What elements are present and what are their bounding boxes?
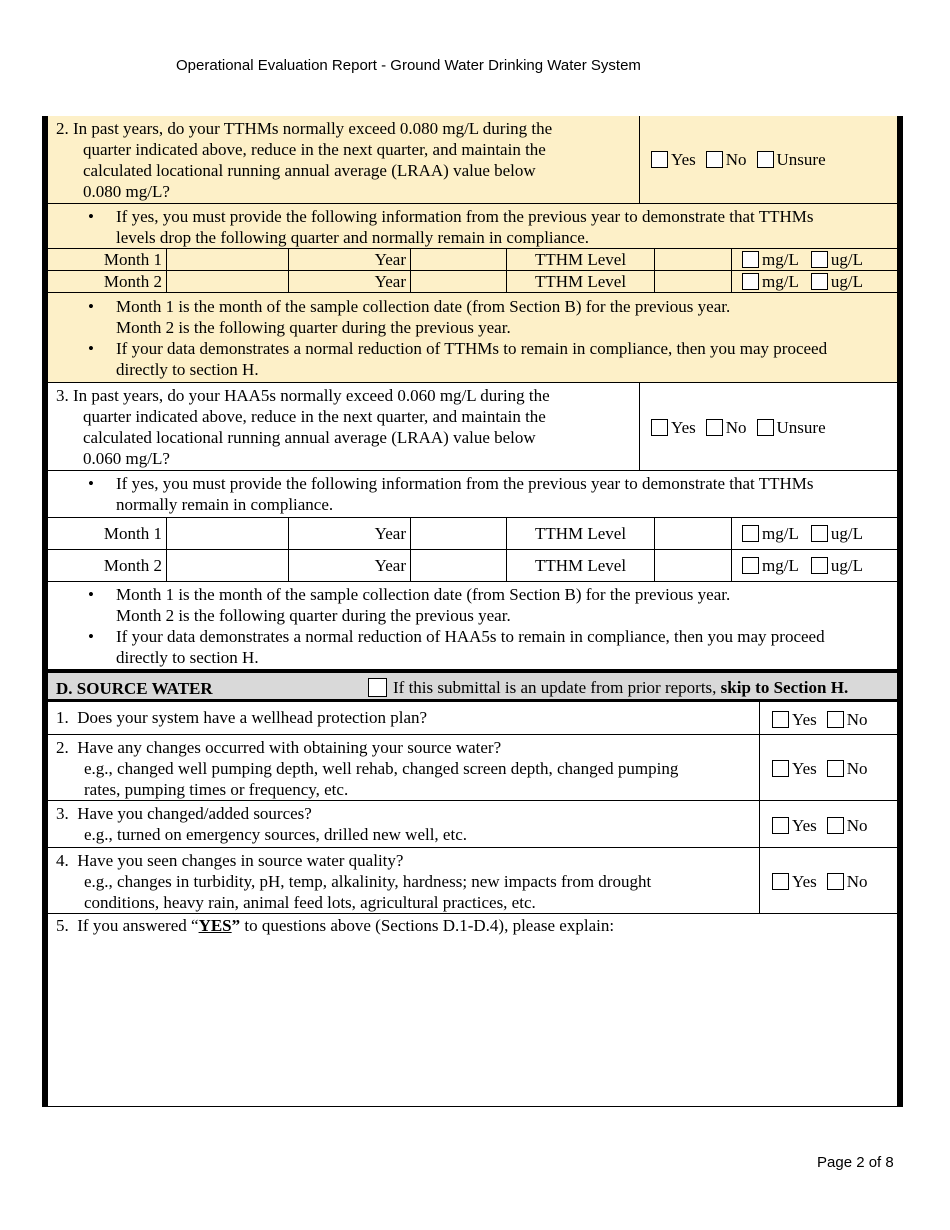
q2-year1-input[interactable] bbox=[410, 249, 506, 270]
unit-mgl: mg/L bbox=[762, 524, 799, 543]
no-label: No bbox=[846, 710, 868, 729]
q3-row2-mgl-checkbox[interactable] bbox=[742, 557, 759, 574]
q3-year-label: Year bbox=[288, 550, 410, 581]
unit-ugl: ug/L bbox=[830, 272, 863, 291]
q2-no-checkbox[interactable] bbox=[706, 151, 723, 168]
q3-month1-input[interactable] bbox=[166, 518, 288, 549]
unit-ugl: ug/L bbox=[830, 524, 863, 543]
q2-note: If your data demonstrates a normal reduction of TTHMs to remain in compliance, then you may proceed bbox=[116, 339, 828, 358]
q2-month-label: Month 2 bbox=[103, 272, 162, 291]
q3-level2-input[interactable] bbox=[654, 550, 731, 581]
q3-level1-input[interactable] bbox=[654, 518, 731, 549]
q3-no-checkbox[interactable] bbox=[706, 419, 723, 436]
q2-block bbox=[48, 116, 897, 203]
page-number: Page 2 of 8 bbox=[817, 1154, 894, 1171]
d4-question: Have you seen changes in source water quality? bbox=[77, 851, 404, 870]
q2-yes-checkbox[interactable] bbox=[651, 151, 668, 168]
q3-month-label: Month 2 bbox=[103, 556, 162, 575]
q2-options bbox=[651, 149, 836, 170]
no-label: No bbox=[846, 872, 868, 891]
q2-unsure-label: Unsure bbox=[776, 150, 826, 169]
q3-yes-label: Yes bbox=[671, 418, 696, 437]
q3-line: 0.060 mg/L? bbox=[83, 449, 170, 468]
q2-ifyes bbox=[48, 203, 897, 248]
yes-label: Yes bbox=[792, 872, 817, 891]
q3-no-label: No bbox=[725, 418, 747, 437]
q3-unsure-checkbox[interactable] bbox=[757, 419, 774, 436]
q2-notes bbox=[48, 292, 897, 382]
q2-row1-mgl-checkbox[interactable] bbox=[742, 251, 759, 268]
page-header: Operational Evaluation Report - Ground Water Drinking Water System bbox=[176, 57, 641, 74]
q3-note: Month 1 is the month of the sample collection date (from Section B) for the previous year. bbox=[116, 585, 731, 604]
yes-label: Yes bbox=[792, 710, 817, 729]
q3-note: Month 2 is the following quarter during the previous year. bbox=[116, 606, 511, 625]
d5-question: 5. If you answered “YES” to questions above (Sections D.1-D.4), please explain: bbox=[56, 916, 615, 935]
q2-line: 2. In past years, do your TTHMs normally exceed 0.080 mg/L during the bbox=[56, 119, 553, 138]
update-text: If this submittal is an update from prior reports, bbox=[393, 678, 717, 697]
q2-line: calculated locational running annual average (LRAA) value below bbox=[83, 161, 536, 180]
q3-block bbox=[48, 382, 897, 470]
q2-year-label: Year bbox=[288, 271, 410, 292]
d4-yes-checkbox[interactable] bbox=[772, 873, 789, 890]
q3-level-label: TTHM Level bbox=[506, 550, 654, 581]
unit-ugl: ug/L bbox=[830, 250, 863, 269]
d2-no-checkbox[interactable] bbox=[827, 760, 844, 777]
q2-year2-input[interactable] bbox=[410, 271, 506, 292]
q2-row2-mgl-checkbox[interactable] bbox=[742, 273, 759, 290]
d2-example: e.g., changed well pumping depth, well rehab, changed screen depth, changed pumping bbox=[84, 759, 679, 778]
d1-no-checkbox[interactable] bbox=[827, 711, 844, 728]
no-label: No bbox=[846, 816, 868, 835]
q2-row2-ugl-checkbox[interactable] bbox=[811, 273, 828, 290]
q3-line: quarter indicated above, reduce in the next quarter, and maintain the bbox=[83, 407, 546, 426]
q3-month2-input[interactable] bbox=[166, 550, 288, 581]
q2-level-label: TTHM Level bbox=[506, 249, 654, 270]
d5-num: 5. bbox=[56, 916, 69, 935]
q2-yes-label: Yes bbox=[671, 150, 696, 169]
d2-yes-checkbox[interactable] bbox=[772, 760, 789, 777]
q3-line: 3. In past years, do your HAA5s normally exceed 0.060 mg/L during the bbox=[56, 386, 550, 405]
q3-note: If your data demonstrates a normal reduction of HAA5s to remain in compliance, then you may proceed bbox=[116, 627, 825, 646]
q3-notes bbox=[48, 581, 897, 669]
unit-mgl: mg/L bbox=[762, 272, 799, 291]
q3-row1-mgl-checkbox[interactable] bbox=[742, 525, 759, 542]
q2-unsure-checkbox[interactable] bbox=[757, 151, 774, 168]
d5-post: to questions above (Sections D.1-D.4), please explain: bbox=[240, 916, 615, 935]
q2-note: Month 2 is the following quarter during the previous year. bbox=[116, 318, 511, 337]
d3-example: e.g., turned on emergency sources, drilled new well, etc. bbox=[84, 825, 467, 844]
q3-question bbox=[56, 385, 616, 469]
q2-year-label: Year bbox=[288, 249, 410, 270]
q3-month-label: Month 1 bbox=[103, 524, 162, 543]
q3-row-month1 bbox=[48, 517, 897, 549]
form-frame bbox=[42, 116, 903, 1107]
d4-example: conditions, heavy rain, animal feed lots, agricultural practices, etc. bbox=[84, 893, 536, 912]
q3-row-month2 bbox=[48, 549, 897, 581]
d1-yes-checkbox[interactable] bbox=[772, 711, 789, 728]
d5-pre: If you answered “ bbox=[77, 916, 199, 935]
d3-row bbox=[48, 800, 897, 847]
q3-options bbox=[651, 417, 836, 438]
q3-yes-checkbox[interactable] bbox=[651, 419, 668, 436]
q2-level1-input[interactable] bbox=[654, 249, 731, 270]
no-label: No bbox=[846, 759, 868, 778]
d2-num: 2. bbox=[56, 738, 69, 757]
update-skip-checkbox[interactable] bbox=[368, 678, 387, 697]
q2-level2-input[interactable] bbox=[654, 271, 731, 292]
section-d-title: D. SOURCE WATER bbox=[56, 679, 213, 698]
d1-question: Does your system have a wellhead protection plan? bbox=[77, 708, 428, 727]
q2-note: directly to section H. bbox=[116, 360, 259, 379]
q2-question bbox=[56, 118, 616, 202]
q3-year-label: Year bbox=[288, 518, 410, 549]
q2-month-label: Month 1 bbox=[103, 250, 162, 269]
q3-ifyes-line: normally remain in compliance. bbox=[116, 495, 334, 514]
q2-row-month1 bbox=[48, 248, 897, 270]
q2-month1-input[interactable] bbox=[166, 249, 288, 270]
q3-line: calculated locational running annual average (LRAA) value below bbox=[83, 428, 536, 447]
q3-ifyes-line: If yes, you must provide the following information from the previous year to demonstrate that TTHMs bbox=[116, 474, 814, 493]
q3-note: directly to section H. bbox=[116, 648, 259, 667]
q2-level-label: TTHM Level bbox=[506, 271, 654, 292]
q3-row1-ugl-checkbox[interactable] bbox=[811, 525, 828, 542]
q2-no-label: No bbox=[725, 150, 747, 169]
d5-explain[interactable] bbox=[48, 913, 897, 1107]
d3-no-checkbox[interactable] bbox=[827, 817, 844, 834]
d2-row bbox=[48, 734, 897, 800]
d4-num: 4. bbox=[56, 851, 69, 870]
d1-row bbox=[48, 702, 897, 734]
q2-line: quarter indicated above, reduce in the next quarter, and maintain the bbox=[83, 140, 546, 159]
q3-year1-input[interactable] bbox=[410, 518, 506, 549]
unit-mgl: mg/L bbox=[762, 250, 799, 269]
q2-note: Month 1 is the month of the sample collection date (from Section B) for the previous year. bbox=[116, 297, 731, 316]
q2-ifyes-line: If yes, you must provide the following information from the previous year to demonstrate that TTHMs bbox=[116, 207, 814, 226]
q2-row1-ugl-checkbox[interactable] bbox=[811, 251, 828, 268]
unit-ugl: ug/L bbox=[830, 556, 863, 575]
q3-year2-input[interactable] bbox=[410, 550, 506, 581]
d3-question: Have you changed/added sources? bbox=[77, 804, 312, 823]
yes-label: Yes bbox=[792, 816, 817, 835]
d4-row bbox=[48, 847, 897, 913]
unit-mgl: mg/L bbox=[762, 556, 799, 575]
q3-ifyes bbox=[48, 470, 897, 517]
q3-row2-ugl-checkbox[interactable] bbox=[811, 557, 828, 574]
q2-line: 0.080 mg/L? bbox=[83, 182, 170, 201]
q3-level-label: TTHM Level bbox=[506, 518, 654, 549]
section-d-header bbox=[48, 669, 897, 702]
d4-example: e.g., changes in turbidity, pH, temp, alkalinity, hardness; new impacts from drought bbox=[84, 872, 652, 891]
q3-unsure-label: Unsure bbox=[776, 418, 826, 437]
d3-yes-checkbox[interactable] bbox=[772, 817, 789, 834]
d1-num: 1. bbox=[56, 708, 69, 727]
update-skip-text: skip to Section H. bbox=[720, 678, 849, 697]
d5-yes: YES bbox=[198, 916, 232, 935]
q2-month2-input[interactable] bbox=[166, 271, 288, 292]
d2-example: rates, pumping times or frequency, etc. bbox=[84, 780, 349, 799]
q2-row-month2 bbox=[48, 270, 897, 292]
d3-num: 3. bbox=[56, 804, 69, 823]
d4-no-checkbox[interactable] bbox=[827, 873, 844, 890]
q2-ifyes-line: levels drop the following quarter and normally remain in compliance. bbox=[116, 228, 590, 247]
yes-label: Yes bbox=[792, 759, 817, 778]
d2-question: Have any changes occurred with obtaining your source water? bbox=[77, 738, 502, 757]
